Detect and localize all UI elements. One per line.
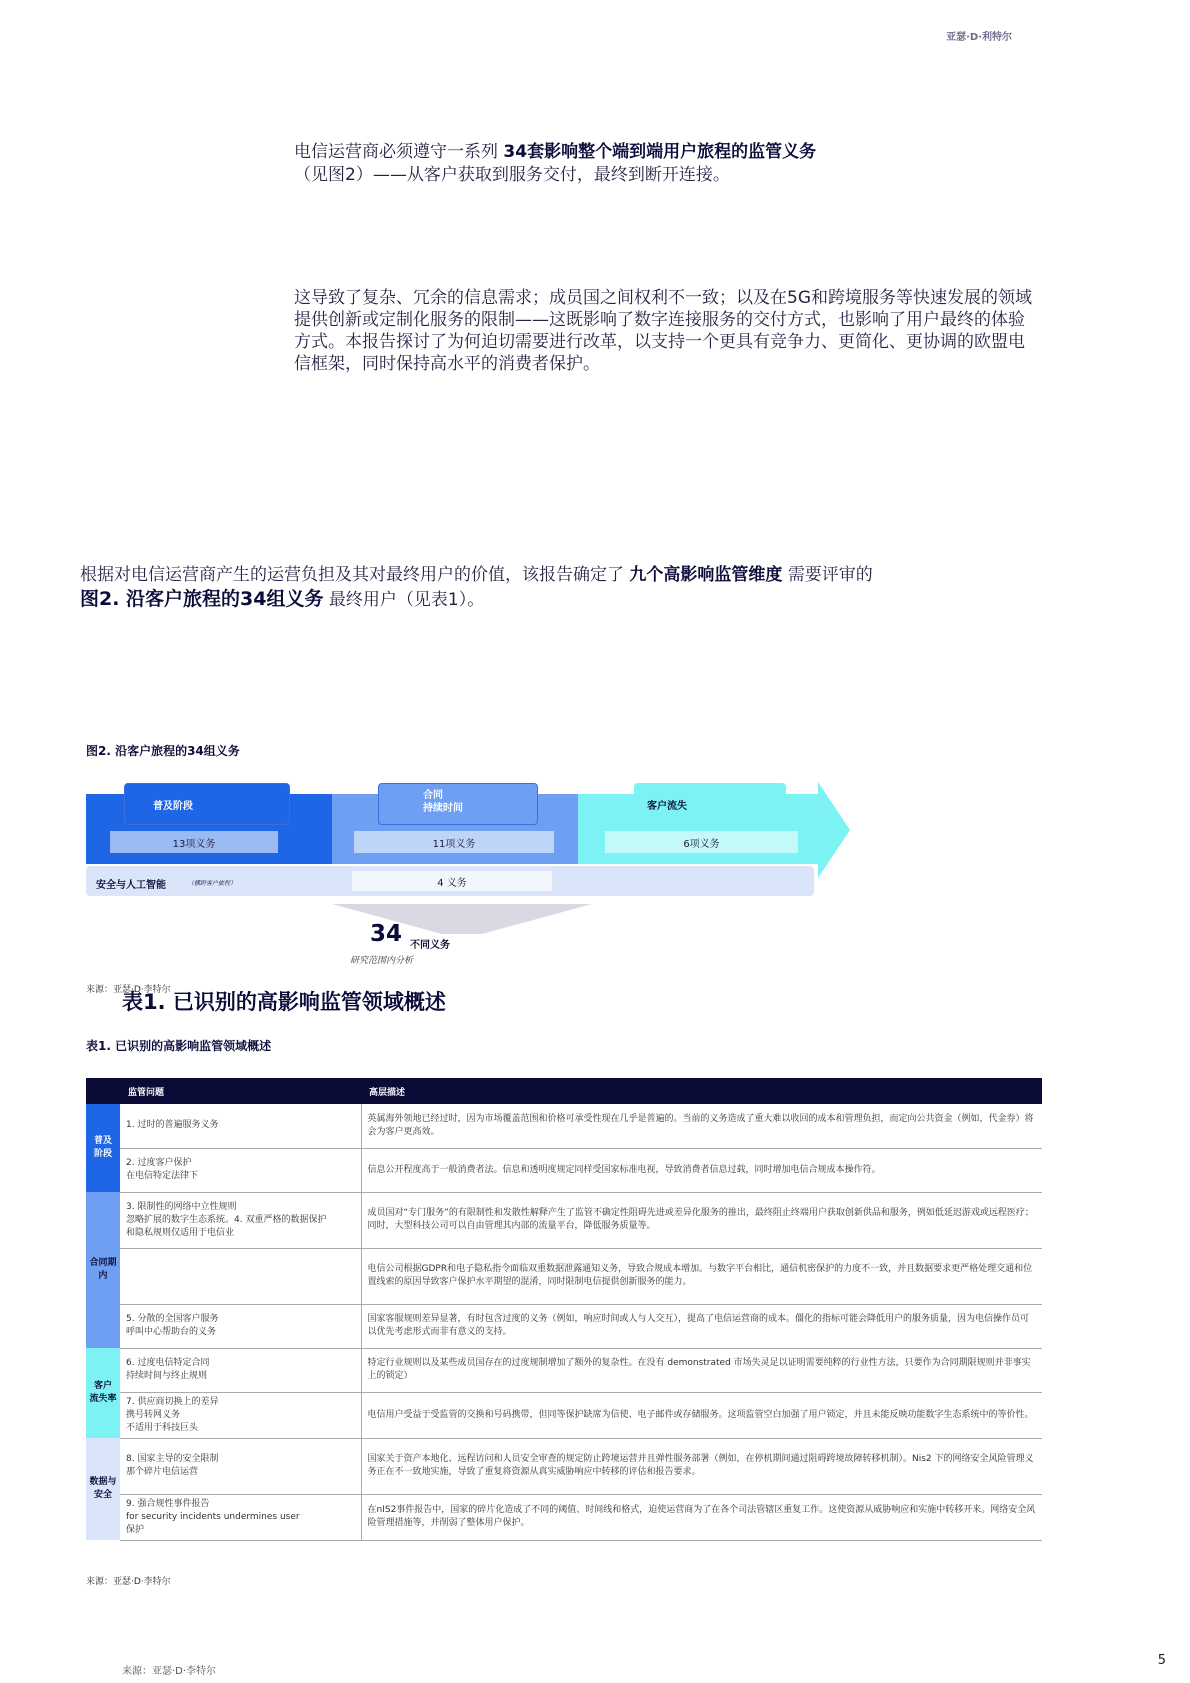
stage-count-acquisition: 13项义务 bbox=[110, 831, 278, 853]
table-row bbox=[86, 1438, 1042, 1494]
row-issue: 7. 供应商切换上的差异 携号转网义务 不适用于科技巨头 bbox=[120, 1392, 361, 1438]
table-row bbox=[86, 1348, 1042, 1392]
table-row bbox=[86, 1494, 1042, 1540]
table1-title: 表1. 已识别的高影响监管领域概述 bbox=[86, 1039, 272, 1053]
table-row bbox=[86, 1392, 1042, 1438]
header-issue: 监管问题 bbox=[120, 1078, 361, 1104]
category-churn: 客户 流失率 bbox=[86, 1348, 120, 1438]
row-description: 英属海外领地已经过时，因为市场覆盖范围和价格可承受性现在几乎是普遍的。当前的义务造成了重大难以收回的成本和管理负担，而定向公共资金（例如，代金券）将会为客户更高效。 bbox=[361, 1104, 1042, 1148]
header-description: 高层描述 bbox=[361, 1078, 1042, 1104]
row-description: 国家关于资产本地化、远程访问和人员安全审查的规定防止跨境运营并且弹性服务部署（例如，在停机期间通过阻碍跨境故障转移机制）。Nis2 下的网络安全风险管理义务正在不一致地实施，导致了重复将资源从真实威胁响应中转移的评估和报告要求。 bbox=[361, 1438, 1042, 1494]
intro-line1-bold: 34套影响整个端到端用户旅程的监管义务 bbox=[503, 142, 817, 162]
row-issue bbox=[120, 1248, 361, 1304]
row-description: 在nIS2事件报告中，国家的碎片化造成了不同的阈值、时间线和格式，迫使运营商为了在各个司法管辖区重复工作。这使资源从威胁响应和实施中转移开来。网络安全风险管理措施等，并削弱了整体用户保护。 bbox=[361, 1494, 1042, 1540]
table-row bbox=[86, 1304, 1042, 1348]
row-issue: 8. 国家主导的安全限制 那个碎片电信运营 bbox=[120, 1438, 361, 1494]
security-label: 安全与人工智能 bbox=[96, 880, 166, 891]
total-number: 34 bbox=[370, 921, 403, 947]
footer-source: 来源：亚瑟·D·李特尔 bbox=[122, 1666, 217, 1677]
table-source: 来源：亚瑟·D·李特尔 bbox=[86, 1577, 171, 1587]
journey-arrow-head bbox=[818, 782, 850, 878]
scope-note: 研究范围内分析 bbox=[350, 956, 414, 966]
row-description: 国家客服规则差异显著，有时包含过度的义务（例如，响应时间或人与人交互），提高了电信运营商的成本。僵化的指标可能会降低用户的服务质量，因为电信操作员可以优先考虑形式而非有意义的支持。 bbox=[361, 1304, 1042, 1348]
header-brand: 亚瑟·D·利特尔 bbox=[946, 32, 1012, 43]
table-corner bbox=[86, 1078, 120, 1104]
table1-overlay-title: 表1. 已识别的高影响监管领域概述 bbox=[122, 990, 446, 1014]
stage-label-churn: 客户流失 bbox=[634, 783, 786, 825]
row-issue: 3. 限制性的网络中立性规则 忽略扩展的数字生态系统。4. 双重严格的数据保护 和隐私规则仅适用于电信业 bbox=[120, 1192, 361, 1248]
table-row bbox=[86, 1192, 1042, 1248]
total-label: 不同义务 bbox=[410, 940, 450, 951]
stage-count-churn: 6项义务 bbox=[605, 831, 798, 853]
security-note: （横跨客户旅程） bbox=[188, 880, 237, 887]
regulatory-table bbox=[86, 1078, 1042, 1541]
dimensions-paragraph bbox=[80, 563, 1100, 612]
dimensions-pre: 根据对电信运营商产生的运营负担及其对最终用户的价值，该报告确定了 bbox=[80, 565, 624, 585]
intro-line2: （见图2）——从客户获取到服务交付，最终到断开连接。 bbox=[294, 165, 730, 185]
security-count: 4 义务 bbox=[352, 871, 552, 891]
stage-label-acquisition: 普及阶段 bbox=[124, 783, 290, 825]
dimensions-bold: 九个高影响监管维度 bbox=[629, 565, 783, 585]
row-issue: 5. 分散的全国客户服务 呼叫中心帮助台的义务 bbox=[120, 1304, 361, 1348]
row-issue: 2. 过度客户保护 在电信特定法律下 bbox=[120, 1148, 361, 1192]
stage-label-contract: 合同 持续时间 bbox=[378, 783, 538, 825]
reform-paragraph: 这导致了复杂、冗余的信息需求；成员国之间权利不一致；以及在5G和跨境服务等快速发展的领域提供创新或定制化服务的限制——这既影响了数字连接服务的交付方式，也影响了用户最终的体验方式。本报告探讨了为何迫切需要进行改革，以支持一个更具有竞争力、更简化、更协调的欧盟电信框架，同时保持高水平的消费者保护。 bbox=[294, 288, 1032, 374]
row-description: 电信用户受益于受监管的交换和号码携带，但同等保护缺席为信使、电子邮件或存储服务。这项监管空白加强了用户锁定，并且未能反映功能数字生态系统中的等价性。 bbox=[361, 1392, 1042, 1438]
category-contract: 合同期内 bbox=[86, 1192, 120, 1348]
row-description: 特定行业规则以及某些成员国存在的过度规制增加了额外的复杂性。在没有 demonstrated 市场失灵足以证明需要纯粹的行业性方法，只要作为合同期限规则并非事实上的锁定） bbox=[361, 1348, 1042, 1392]
table-row bbox=[86, 1248, 1042, 1304]
row-description: 电信公司根据GDPR和电子隐私指令面临双重数据泄露通知义务，导致合规成本增加。与数字平台相比，通信机密保护的力度不一致，并且数据要求更严格处理交通和位置线索的原因导致客户保护水平期望的混淆，同时限制电信提供创新服务的能力。 bbox=[361, 1248, 1042, 1304]
category-acquisition: 普及 阶段 bbox=[86, 1104, 120, 1192]
row-issue: 9. 强合规性事件报告 for security incidents undermines user 保护 bbox=[120, 1494, 361, 1540]
figure-source: 来源：亚瑟·D·李特尔 bbox=[86, 985, 171, 995]
table-row bbox=[86, 1104, 1042, 1148]
dimensions-line2: 最终用户（见表1）。 bbox=[328, 590, 485, 610]
row-description: 成员国对“专门服务”的有限制性和发散性解释产生了监管不确定性阻碍先进或差异化服务的推出，最终阻止终端用户获取创新供品和服务，例如低延迟游戏或远程医疗；同时，大型科技公司可以自由管理其内部的流量平台，降低服务质量等。 bbox=[361, 1192, 1042, 1248]
intro-line1-pre: 电信运营商必须遵守一系列 bbox=[294, 142, 498, 162]
stage-count-contract: 11项义务 bbox=[354, 831, 554, 853]
table-row bbox=[86, 1148, 1042, 1192]
figure2-overlay-title: 图2. 沿客户旅程的34组义务 bbox=[80, 588, 324, 610]
category-security: 数据与 安全 bbox=[86, 1438, 120, 1540]
intro-paragraph bbox=[294, 141, 1014, 187]
page-number: 5 bbox=[1157, 1653, 1166, 1668]
row-issue: 1. 过时的普遍服务义务 bbox=[120, 1104, 361, 1148]
figure2-title: 图2. 沿客户旅程的34组义务 bbox=[86, 744, 240, 758]
row-description: 信息公开程度高于一般消费者法。信息和透明度规定同样受国家标准电视，导致消费者信息过载，同时增加电信合规成本操作符。 bbox=[361, 1148, 1042, 1192]
dimensions-post: 需要评审的 bbox=[787, 565, 873, 585]
row-issue: 6. 过度电信特定合同 持续时间与终止规则 bbox=[120, 1348, 361, 1392]
